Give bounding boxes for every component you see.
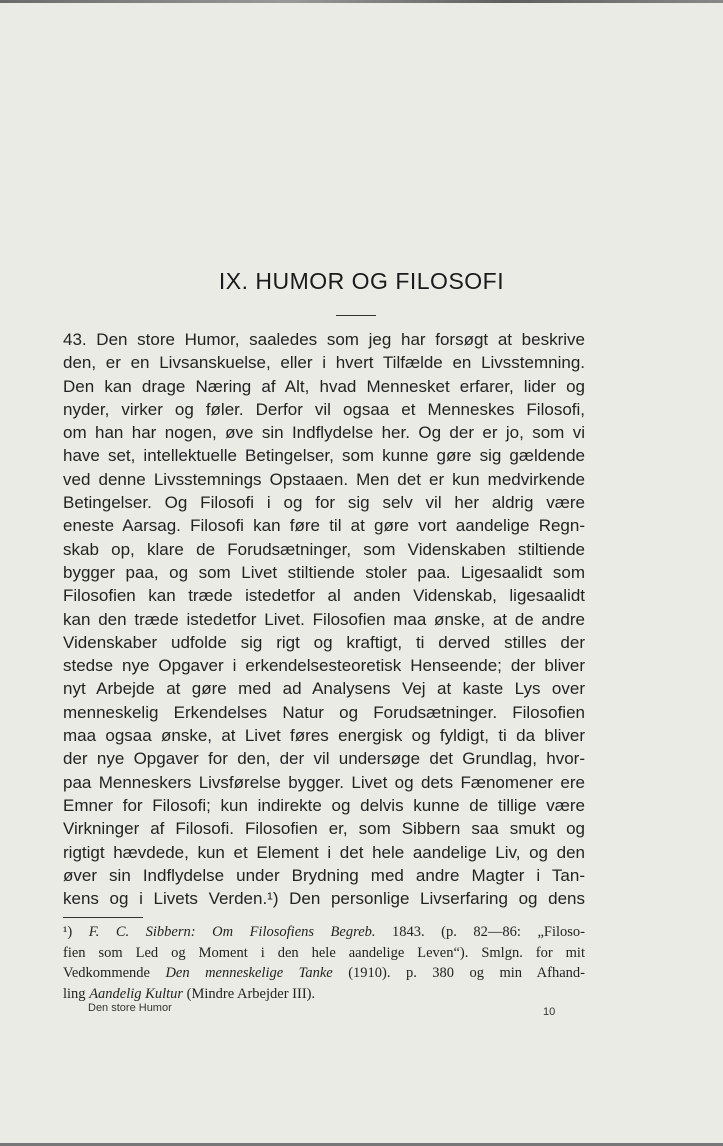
body-line: kens og i Livets Verden.¹) Den personlige Livserfaring og dens xyxy=(63,889,585,909)
body-line: der nye Opgaver for den, der vil undersøge det Grundlag, hvor- xyxy=(63,749,585,769)
body-line: Videnskaber udfolde sig rigt og kraftigt, ti derved stilles der xyxy=(63,632,585,652)
body-line: stedse nye Opgaver i erkendelsesteoretisk Henseende; der bliver xyxy=(63,656,585,676)
body-paragraph xyxy=(63,328,585,910)
footnote-line: ling Aandelig Kultur (Mindre Arbejder III). xyxy=(63,985,316,1002)
body-line: kan den træde istedetfor Livet. Filosofien maa ønske, at de andre xyxy=(63,609,585,629)
body-line: rigtigt hævdede, kun et Element i det hele aandelige Liv, og den xyxy=(63,842,585,862)
body-line: nyt Arbejde at gøre med ad Analysens Vej at kaste Lys over xyxy=(63,679,585,699)
body-line: bygger paa, og som Livet stiltiende stoler paa. Ligesaalidt som xyxy=(63,562,585,582)
body-line: Betingelser. Og Filosofi i og for sig selv vil her aldrig være xyxy=(63,493,585,513)
footnote-line: ¹) F. C. Sibbern: Om Filosofiens Begreb. 1843. (p. 82—86: „Filoso- xyxy=(63,924,585,940)
body-line: om han har nogen, øve sin Indflydelse her. Og der er jo, som vi xyxy=(63,423,585,443)
body-line: skab op, klare de Forudsætninger, som Videnskaben stiltiende xyxy=(63,539,585,559)
body-line: menneskelig Erkendelses Natur og Forudsætninger. Filosofien xyxy=(63,702,585,722)
footnote-line: Vedkommende Den menneskelige Tanke (1910). p. 380 og min Afhand- xyxy=(63,965,585,981)
page-top-edge xyxy=(0,0,723,3)
body-line: paa Menneskers Livsførelse bygger. Livet og dets Fænomener ere xyxy=(63,772,585,792)
title-rule xyxy=(336,315,376,316)
body-line: have set, intellektuelle Betingelser, som kunne gøre sig gældende xyxy=(63,446,585,466)
body-line: Emner for Filosofi; kun indirekte og delvis kunne de tillige være xyxy=(63,795,585,815)
body-line: 43. Den store Humor, saaledes som jeg har forsøgt at beskrive xyxy=(63,330,585,349)
body-line: ved denne Livsstemnings Opstaaen. Men det er kun medvirkende xyxy=(63,469,585,489)
footnote-rule xyxy=(63,917,143,918)
body-line: nyder, virker og føler. Derfor vil ogsaa et Menneskes Filosofi, xyxy=(63,399,585,419)
chapter-title: IX. HUMOR OG FILOSOFI xyxy=(218,268,505,294)
body-line: maa ogsaa ønske, at Livet føres energisk og fyldigt, ti da bliver xyxy=(63,726,585,746)
footnote-line: fien som Led og Moment i den hele aandelige Leven“). Smlgn. for mit xyxy=(63,944,585,961)
body-line: øver sin Indflydelse under Brydning med andre Magter i Tan- xyxy=(63,865,585,885)
footnote xyxy=(63,922,585,1004)
body-line: eneste Aarsag. Filosofi kan føre til at gøre vort aandelige Regn- xyxy=(63,516,585,536)
body-line: Filosofien kan træde istedetfor al anden Videnskab, ligesaalidt xyxy=(63,586,585,606)
body-line: Virkninger af Filosofi. Filosofien er, som Sibbern saa smukt og xyxy=(63,819,585,839)
body-line: Den kan drage Næring af Alt, hvad Mennesket erfarer, lider og xyxy=(63,376,585,396)
signature-mark: Den store Humor xyxy=(88,1002,172,1014)
page-number: 10 xyxy=(543,1006,556,1018)
body-line: den, er en Livsanskuelse, eller i hvert Tilfælde en Livsstemning. xyxy=(63,353,585,373)
